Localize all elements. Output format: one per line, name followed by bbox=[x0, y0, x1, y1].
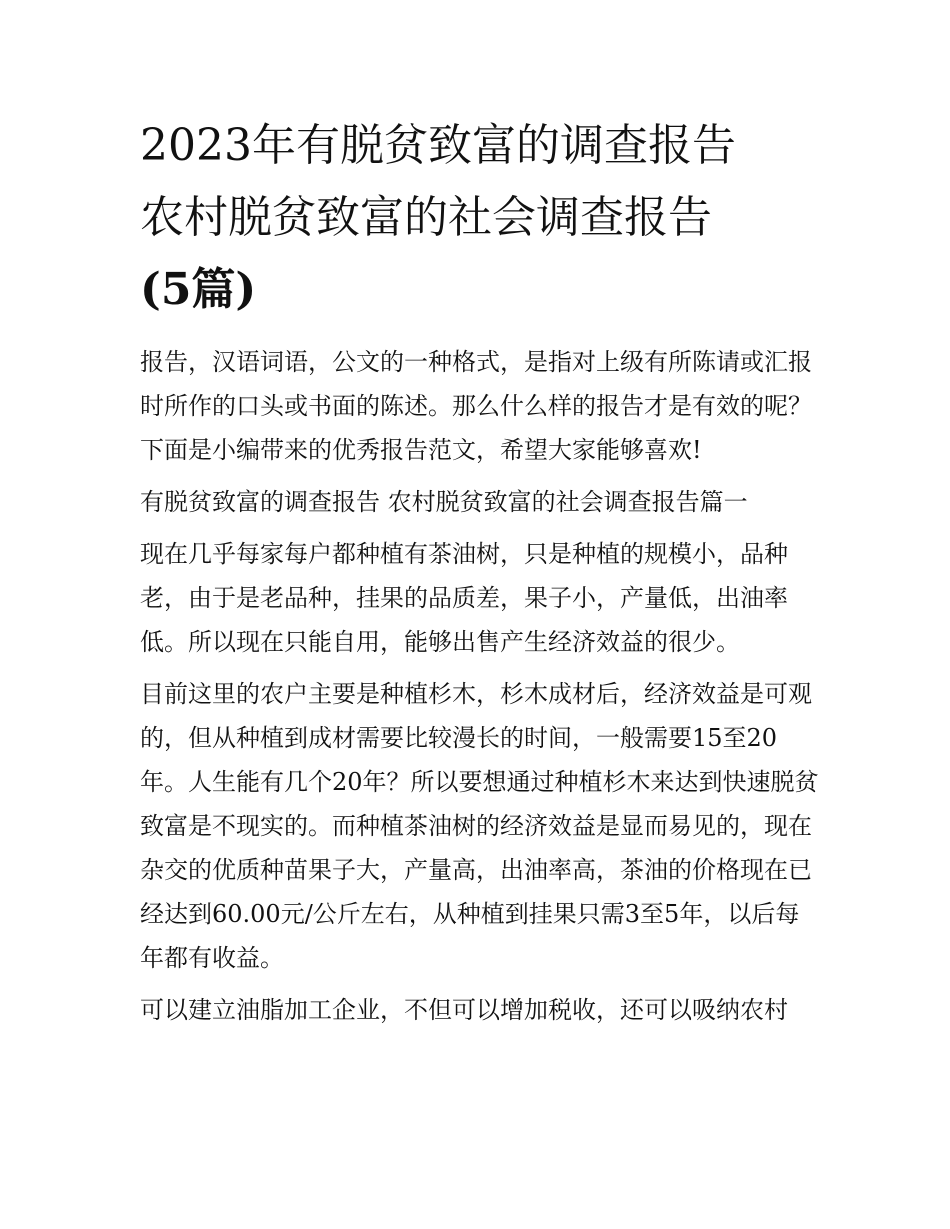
document-title bbox=[140, 110, 820, 326]
body-paragraph-2: 目前这里的农户主要是种植杉木，杉木成材后，经济效益是可观的，但从种植到成材需要比较漫长的时间，一般需要15至20年。人生能有几个20年？所以要想通过种植杉木来达到快速脱贫致富是不现实的。而种植茶油树的经济效益是显而易见的，现在杂交的优质种苗果子大，产量高，出油率高，茶油的价格现在已经达到60.00元/公斤左右，从种植到挂果只需3至5年，以后每年都有收益。 bbox=[140, 680, 819, 972]
section-heading: 有脱贫致富的调查报告 农村脱贫致富的社会调查报告篇一 bbox=[140, 488, 748, 516]
document-body bbox=[140, 340, 820, 1032]
body-paragraph-3: 可以建立油脂加工企业，不但可以增加税收，还可以吸纳农村 bbox=[140, 996, 788, 1024]
title-line-3: (5篇) bbox=[140, 264, 257, 315]
body-paragraph-1: 现在几乎每家每户都种植有茶油树，只是种植的规模小，品种老，由于是老品种，挂果的品质差，果子小，产量低，出油率低。所以现在只能自用，能够出售产生经济效益的很少。 bbox=[140, 540, 788, 656]
title-line-2: 农村脱贫致富的社会调查报告 bbox=[140, 192, 712, 243]
title-line-1: 2023年有脱贫致富的调查报告 bbox=[140, 120, 736, 171]
intro-paragraph: 报告，汉语词语，公文的一种格式，是指对上级有所陈请或汇报时所作的口头或书面的陈述。那么什么样的报告才是有效的呢？下面是小编带来的优秀报告范文，希望大家能够喜欢! bbox=[140, 348, 812, 464]
document-page bbox=[140, 110, 820, 1040]
